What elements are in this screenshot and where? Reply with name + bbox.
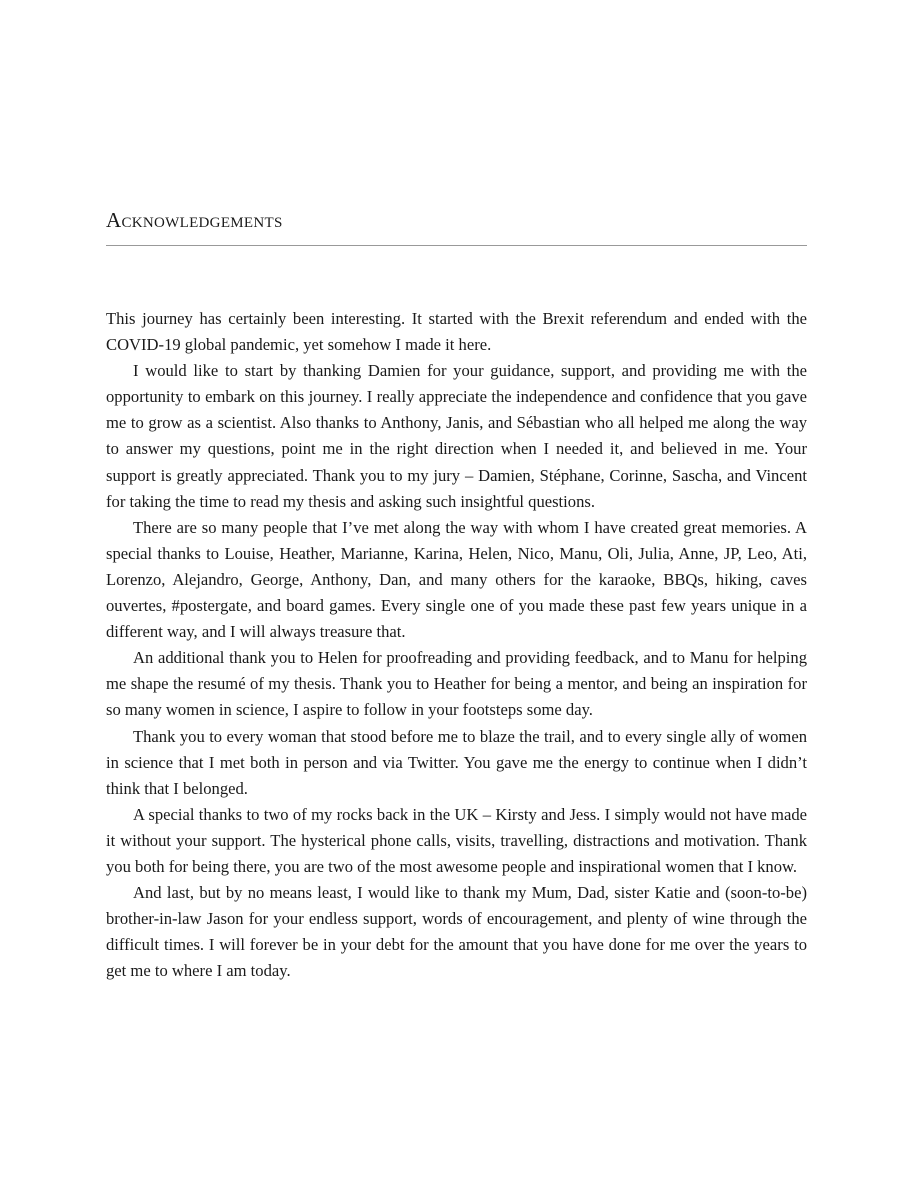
acknowledgements-body [106, 306, 807, 984]
heading-divider [106, 245, 807, 246]
paragraph-women-in-science: Thank you to every woman that stood before me to blaze the trail, and to every single ally of women in science that I met both in person and via Twitter. You gave me the energy to continue when I didn’t think that I belonged. [106, 726, 807, 798]
chapter-heading: Acknowledgements [106, 208, 283, 232]
paragraph-proofreading: An additional thank you to Helen for proofreading and providing feedback, and to Manu for helping me shape the resumé of my thesis. Thank you to Heather for being a mentor, and being an inspiration for so many women in science, I aspire to follow in your footsteps some day. [106, 648, 807, 720]
paragraph-friends: There are so many people that I’ve met along the way with whom I have created great memories. A special thanks to Louise, Heather, Marianne, Karina, Helen, Nico, Manu, Oli, Julia, Anne, JP, Leo, Ati, Lorenzo, Alejandro, George, Anthony, Dan, and many others for the karaoke, BBQs, hiking, caves ouvertes, #postergate, and board games. Every single one of you made these past few years unique in a different way, and I will always treasure that. [106, 517, 807, 642]
paragraph-intro: This journey has certainly been interesting. It started with the Brexit referendum and ended with the COVID-19 global pandemic, yet somehow I made it here. [106, 309, 807, 355]
document-page [106, 0, 807, 1200]
paragraph-supervisors: I would like to start by thanking Damien for your guidance, support, and providing me with the opportunity to embark on this journey. I really appreciate the independence and confidence that you gave me to grow as a scientist. Also thanks to Anthony, Janis, and Sébastian who all helped me along the way to answer my questions, point me in the right direction when I needed it, and believed in me. Your support is greatly appreciated. Thank you to my jury – Damien, Stéphane, Corinne, Sascha, and Vincent for taking the time to read my thesis and asking such insightful questions. [106, 361, 807, 511]
paragraph-uk-friends: A special thanks to two of my rocks back in the UK – Kirsty and Jess. I simply would not have made it without your support. The hysterical phone calls, visits, travelling, distractions and motivation. Thank you both for being there, you are two of the most awesome people and inspirational women that I know. [106, 804, 807, 876]
paragraph-family: And last, but by no means least, I would like to thank my Mum, Dad, sister Katie and (soon-to-be) brother-in-law Jason for your endless support, words of encouragement, and plenty of wine through the difficult times. I will forever be in your debt for the amount that you have done for me over the years to get me to where I am today. [106, 883, 807, 981]
